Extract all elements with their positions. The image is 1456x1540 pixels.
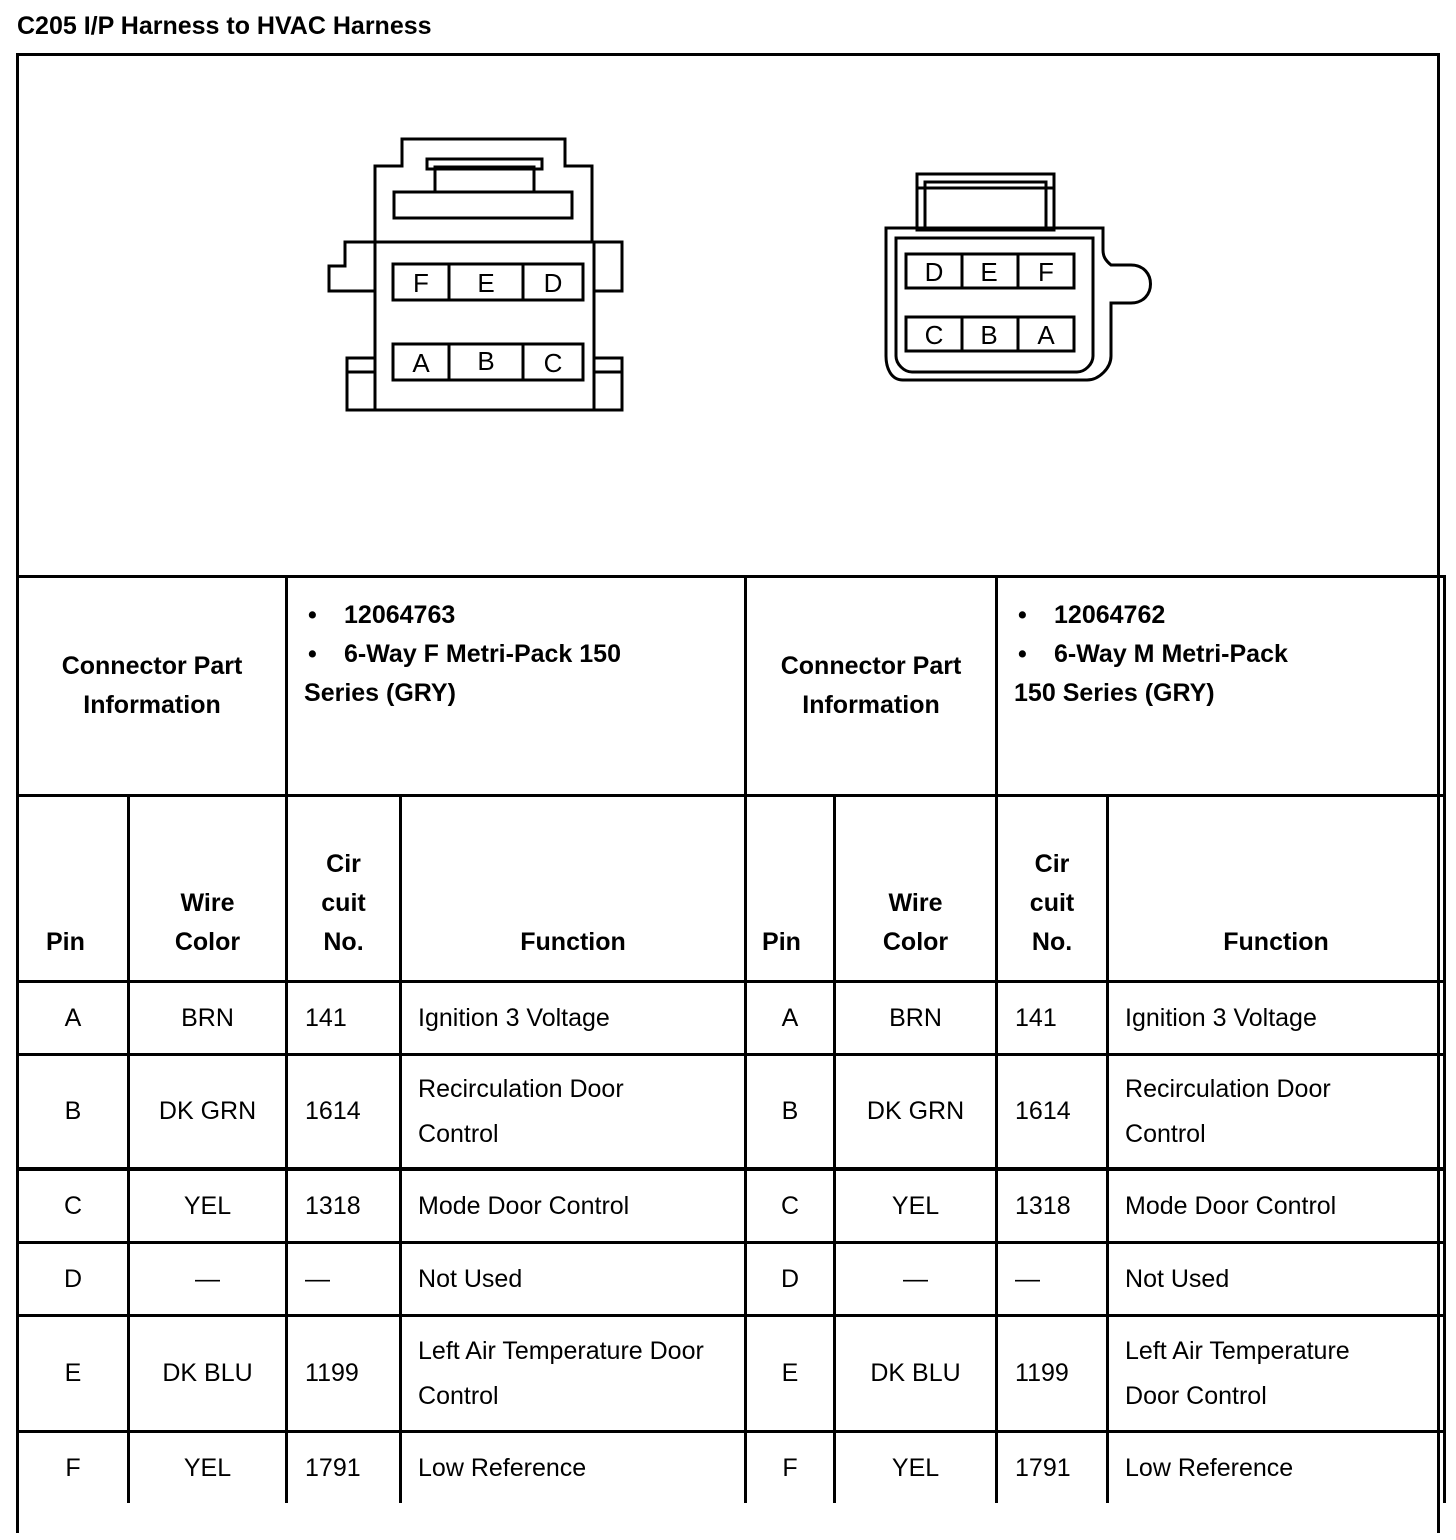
table-row — [18, 1432, 1445, 1504]
circuit-cell: 1614 — [997, 1055, 1108, 1170]
connector-drawings — [19, 56, 1443, 578]
left-pin-label: B — [477, 346, 495, 376]
wire-color-cell: BRN — [129, 982, 287, 1055]
pin-cell: A — [18, 982, 129, 1055]
function-cell: Low Reference — [401, 1432, 746, 1504]
wire-color-cell: — — [835, 1243, 997, 1316]
header-wire-color-text: Wire Color — [882, 889, 949, 956]
function-cell: Ignition 3 Voltage — [1108, 982, 1445, 1055]
wire-color-cell: DK BLU — [835, 1316, 997, 1432]
left-part-number: 12064763 — [344, 601, 456, 629]
header-wire-color-text: Wire Color — [174, 889, 241, 956]
function-cell: Mode Door Control — [401, 1169, 746, 1243]
wire-color-cell: YEL — [835, 1169, 997, 1243]
function-cell: Ignition 3 Voltage — [401, 982, 746, 1055]
page-title: C205 I/P Harness to HVAC Harness — [17, 12, 432, 40]
right-part-number: 12064762 — [1054, 601, 1166, 629]
pin-cell: E — [746, 1316, 835, 1432]
table-row — [18, 1316, 1445, 1432]
function-cell: Not Used — [1108, 1243, 1445, 1316]
pin-cell: D — [18, 1243, 129, 1316]
function-cell: Low Reference — [1108, 1432, 1445, 1504]
table-row — [18, 1055, 1445, 1170]
header-wire-color — [835, 796, 997, 982]
header-wire-color — [129, 796, 287, 982]
function-cell: Recirculation Door Control — [401, 1055, 746, 1170]
function-cell: Recirculation Door Control — [1108, 1055, 1445, 1170]
pin-cell: C — [18, 1169, 129, 1243]
right-pin-label: B — [980, 320, 998, 350]
header-function: Function — [401, 796, 746, 982]
header-circuit-text: Cir cuit No. — [321, 850, 366, 956]
wire-color-cell: DK GRN — [129, 1055, 287, 1170]
right-pin-label: A — [1037, 320, 1055, 350]
wire-color-cell: DK GRN — [835, 1055, 997, 1170]
wire-color-cell: — — [129, 1243, 287, 1316]
right-pin-label: C — [924, 320, 944, 350]
function-cell: Left Air Temperature Door Control — [401, 1316, 746, 1432]
right-pin-label: F — [1038, 257, 1054, 287]
connector-info-row — [18, 577, 1445, 796]
circuit-cell: 1318 — [287, 1169, 401, 1243]
wire-color-cell: YEL — [835, 1432, 997, 1504]
right-part-desc-cont: 150 Series (GRY) — [1014, 679, 1215, 707]
circuit-cell: — — [287, 1243, 401, 1316]
circuit-cell: 141 — [997, 982, 1108, 1055]
left-part-desc-cont: Series (GRY) — [304, 679, 456, 707]
pin-cell: B — [18, 1055, 129, 1170]
pin-rows — [18, 982, 1445, 1504]
connector-diagram-area — [19, 56, 1443, 578]
function-cell: Not Used — [401, 1243, 746, 1316]
left-pin-label: A — [412, 348, 430, 378]
wire-color-cell: YEL — [129, 1169, 287, 1243]
header-pin: Pin — [18, 796, 129, 982]
left-pin-label: F — [413, 268, 429, 298]
left-pin-label: D — [543, 268, 563, 298]
left-connector-drawing — [329, 139, 622, 410]
left-connector-pins — [412, 268, 562, 378]
circuit-cell: 1791 — [287, 1432, 401, 1504]
wire-color-cell: DK BLU — [129, 1316, 287, 1432]
left-pin-label: C — [543, 348, 563, 378]
pin-cell: F — [18, 1432, 129, 1504]
function-cell: Mode Door Control — [1108, 1169, 1445, 1243]
left-info-label: Connector Part Information — [18, 577, 287, 796]
circuit-cell: 1614 — [287, 1055, 401, 1170]
table-row — [18, 1243, 1445, 1316]
header-function: Function — [1108, 796, 1445, 982]
right-pin-label: D — [924, 257, 944, 287]
circuit-cell: — — [997, 1243, 1108, 1316]
circuit-cell: 1199 — [997, 1316, 1108, 1432]
right-part-desc: 6-Way M Metri-Pack — [1054, 640, 1288, 668]
header-pin: Pin — [746, 796, 835, 982]
table-header-row — [18, 796, 1445, 982]
circuit-cell: 1199 — [287, 1316, 401, 1432]
pin-cell: F — [746, 1432, 835, 1504]
right-info-label: Connector Part Information — [746, 577, 997, 796]
function-cell: Left Air Temperature Door Control — [1108, 1316, 1445, 1432]
pinout-table — [16, 575, 1446, 1503]
left-part-info: • 12064763 • 6-Way F Metri-Pack 150 Series (GRY) — [287, 577, 746, 796]
header-circuit-text: Cir cuit No. — [1029, 850, 1075, 956]
pin-cell: B — [746, 1055, 835, 1170]
pin-cell: D — [746, 1243, 835, 1316]
table-row — [18, 1169, 1445, 1243]
pin-cell: A — [746, 982, 835, 1055]
right-connector-pins — [925, 257, 1056, 350]
circuit-cell: 1791 — [997, 1432, 1108, 1504]
left-part-desc: 6-Way F Metri-Pack 150 — [344, 640, 621, 668]
table-row — [18, 982, 1445, 1055]
wire-color-cell: BRN — [835, 982, 997, 1055]
header-circuit — [287, 796, 401, 982]
right-pin-label: E — [980, 257, 998, 287]
circuit-cell: 141 — [287, 982, 401, 1055]
header-circuit — [997, 796, 1108, 982]
circuit-cell: 1318 — [997, 1169, 1108, 1243]
pin-cell: E — [18, 1316, 129, 1432]
left-pin-label: E — [477, 268, 495, 298]
right-part-info: • 12064762 • 6-Way M Metri-Pack 150 Series (GRY) — [997, 577, 1445, 796]
wire-color-cell: YEL — [129, 1432, 287, 1504]
pin-cell: C — [746, 1169, 835, 1243]
